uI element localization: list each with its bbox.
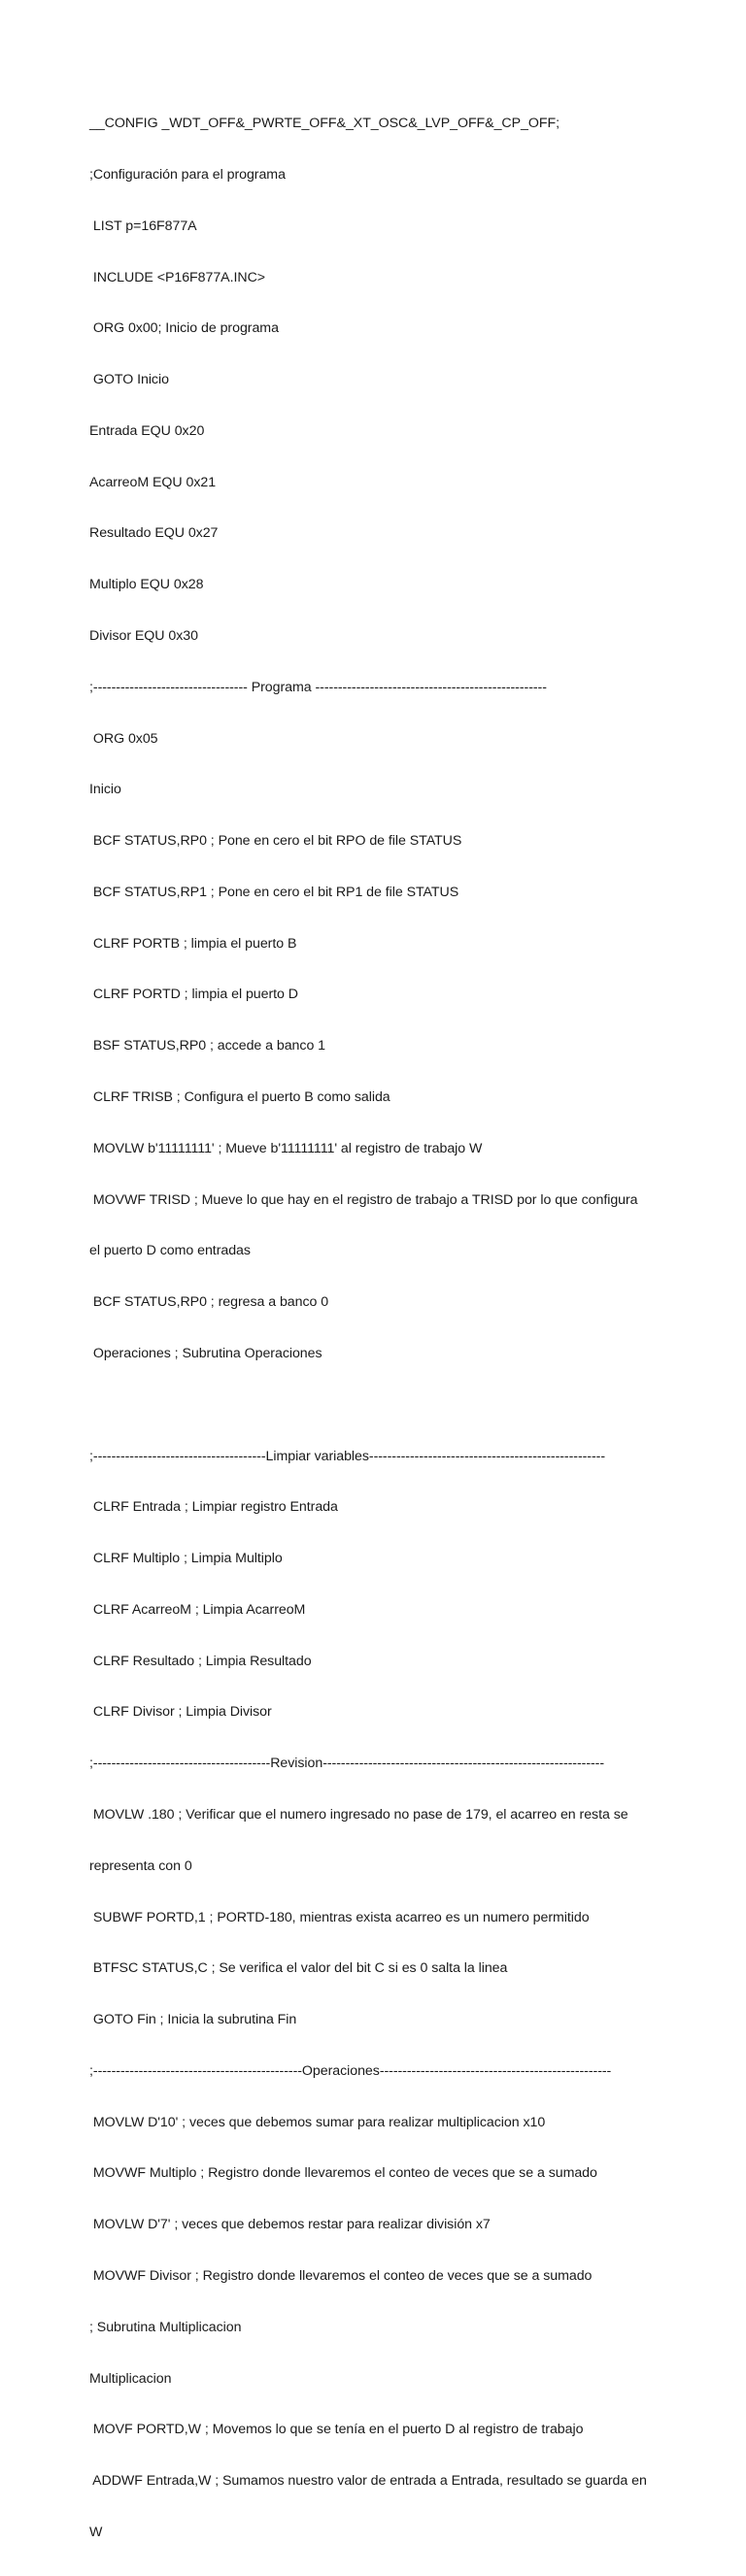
text-line: MOVF PORTD,W ; Movemos lo que se tenía en el puerto D al registro de trabajo: [89, 2422, 584, 2438]
text-line: Multiplo EQU 0x28: [89, 577, 204, 593]
text-line: MOVWF Divisor ; Registro donde llevaremos el conteo de veces que se a sumado: [89, 2268, 593, 2284]
blank-line: [89, 1397, 662, 1415]
text-line: BSF STATUS,RP0 ; accede a banco 1: [89, 1038, 326, 1054]
text-line: MOVWF Multiplo ; Registro donde llevaremos el conteo de veces que se a sumado: [89, 2165, 597, 2182]
text-line: __CONFIG _WDT_OFF&_PWRTE_OFF&_XT_OSC&_LVP_OFF&_CP_OFF;: [89, 116, 560, 132]
text-line: el puerto D como entradas: [89, 1243, 251, 1259]
section-divider: ;---------------------------------------Revision--------------------------------------------------------------: [89, 1756, 605, 1772]
text-line: Operaciones ; Subrutina Operaciones: [89, 1345, 322, 1361]
text-line: MOVLW .180 ; Verificar que el numero ingresado no pase de 179, el acarreo en resta se: [89, 1806, 628, 1823]
text-line: ;Configuración para el programa: [89, 166, 286, 183]
text-line: BCF STATUS,RP1 ; Pone en cero el bit RP1 de file STATUS: [89, 884, 459, 900]
text-line: MOVLW D'7' ; veces que debemos restar para realizar división x7: [89, 2217, 491, 2233]
section-divider: ;----------------------------------------------Operaciones---------------------------------------------------: [89, 2062, 612, 2079]
text-line: Resultado EQU 0x27: [89, 525, 219, 542]
text-line: CLRF TRISB ; Configura el puerto B como salida: [89, 1089, 390, 1106]
text-line: CLRF Multiplo ; Limpia Multiplo: [89, 1551, 283, 1567]
text-line: SUBWF PORTD,1 ; PORTD-180, mientras exista acarreo es un numero permitido: [89, 1909, 590, 1925]
text-line: CLRF AcarreoM ; Limpia AcarreoM: [89, 1601, 306, 1618]
text-line: Multiplicacion: [89, 2370, 172, 2387]
text-line: INCLUDE <P16F877A.INC>: [89, 269, 266, 285]
text-line: ORG 0x05: [89, 730, 158, 747]
text-line: Entrada EQU 0x20: [89, 422, 205, 439]
text-line: AcarreoM EQU 0x21: [89, 474, 217, 490]
text-line: W: [89, 2524, 103, 2540]
text-line: ADDWF Entrada,W ; Sumamos nuestro valor de entrada a Entrada, resultado se guarda en: [89, 2473, 647, 2490]
text-line: GOTO Fin ; Inicia la subrutina Fin: [89, 2012, 297, 2028]
section-divider: ;--------------------------------------Limpiar variables----------------------------------------------------: [89, 1448, 605, 1464]
section-divider: ;---------------------------------- Programa ---------------------------------------------------: [89, 679, 547, 695]
text-line: CLRF PORTD ; limpia el puerto D: [89, 987, 298, 1003]
text-line: CLRF Resultado ; Limpia Resultado: [89, 1653, 312, 1669]
text-line: GOTO Inicio: [89, 372, 169, 388]
text-line: MOVWF TRISD ; Mueve lo que hay en el registro de trabajo a TRISD por lo que configura: [89, 1191, 638, 1208]
text-line: BTFSC STATUS,C ; Se verifica el valor del bit C si es 0 salta la linea: [89, 1960, 508, 1977]
text-line: MOVLW D'10' ; veces que debemos sumar para realizar multiplicacion x10: [89, 2114, 546, 2130]
text-line: CLRF PORTB ; limpia el puerto B: [89, 935, 297, 952]
text-line: representa con 0: [89, 1857, 192, 1874]
text-line: CLRF Divisor ; Limpia Divisor: [89, 1704, 272, 1721]
text-line: ; Subrutina Multiplicacion: [89, 2319, 242, 2335]
text-line: BCF STATUS,RP0 ; regresa a banco 0: [89, 1294, 329, 1311]
text-line: LIST p=16F877A: [89, 217, 197, 234]
text-line: Divisor EQU 0x30: [89, 628, 198, 644]
text-line: Inicio: [89, 782, 121, 798]
document-text: [89, 82, 662, 2576]
text-line: ORG 0x00; Inicio de programa: [89, 320, 279, 337]
text-line: MOVLW b'11111111' ; Mueve b'11111111' al registro de trabajo W: [89, 1140, 483, 1156]
text-line: CLRF Entrada ; Limpiar registro Entrada: [89, 1499, 338, 1516]
text-line: BCF STATUS,RP0 ; Pone en cero el bit RPO de file STATUS: [89, 833, 462, 850]
